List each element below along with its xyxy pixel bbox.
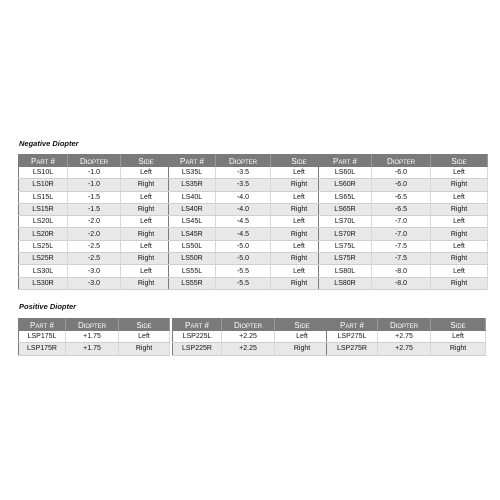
side-cell: Right [431, 179, 488, 191]
negative-table-1 [18, 154, 172, 290]
table-row [319, 253, 488, 265]
part-number-cell: LS35L [169, 167, 216, 179]
side-cell: Right [271, 253, 328, 265]
diopter-cell: -7.0 [372, 228, 431, 240]
diopter-header: Diopter [378, 319, 431, 332]
table-row [19, 331, 170, 343]
part-number-cell: LS45L [169, 216, 216, 228]
table-row [319, 216, 488, 228]
diopter-cell: -4.0 [216, 191, 271, 203]
table-row [173, 331, 330, 343]
header-row [173, 319, 330, 332]
diopter-cell: -8.0 [372, 265, 431, 277]
table-row [319, 240, 488, 252]
part-number-cell: LS45R [169, 228, 216, 240]
part-number-cell: LS75R [319, 253, 372, 265]
diopter-cell: -5.5 [216, 265, 271, 277]
part-number-cell: LS75L [319, 240, 372, 252]
side-cell: Right [121, 179, 172, 191]
diopter-cell: -6.0 [372, 167, 431, 179]
part-number-cell: LS50R [169, 253, 216, 265]
diopter-header: Diopter [216, 155, 271, 168]
diopter-cell: +2.75 [378, 331, 431, 343]
diopter-cell: -1.5 [68, 203, 121, 215]
part-header: Part # [19, 155, 68, 168]
table-row [169, 253, 328, 265]
table-row [169, 240, 328, 252]
part-number-cell: LS65L [319, 191, 372, 203]
side-cell: Left [275, 331, 330, 343]
side-cell: Right [431, 277, 488, 289]
part-number-cell: LS20R [19, 228, 68, 240]
side-cell: Right [121, 203, 172, 215]
diopter-cell: -4.0 [216, 203, 271, 215]
diopter-cell: +2.25 [222, 343, 275, 355]
side-cell: Right [271, 179, 328, 191]
diopter-cell: -2.0 [68, 228, 121, 240]
side-cell: Right [121, 228, 172, 240]
part-number-cell: LS60L [319, 167, 372, 179]
header-row [327, 319, 486, 332]
part-number-cell: LSP175L [19, 331, 66, 343]
part-number-cell: LSP275R [327, 343, 378, 355]
diopter-cell: -7.5 [372, 240, 431, 252]
table-row [319, 228, 488, 240]
table-row [327, 331, 486, 343]
side-cell: Left [431, 216, 488, 228]
side-cell: Right [121, 253, 172, 265]
side-cell: Left [271, 240, 328, 252]
side-cell: Left [121, 265, 172, 277]
diopter-cell: -4.5 [216, 216, 271, 228]
diopter-cell: +2.25 [222, 331, 275, 343]
diopter-cell: +1.75 [66, 343, 119, 355]
part-number-cell: LS15R [19, 203, 68, 215]
part-number-cell: LS80L [319, 265, 372, 277]
table-row [19, 265, 172, 277]
part-number-cell: LS15L [19, 191, 68, 203]
positive-table-3 [326, 318, 486, 356]
part-header: Part # [169, 155, 216, 168]
part-number-cell: LSP225R [173, 343, 222, 355]
side-cell: Left [431, 167, 488, 179]
table-row [19, 277, 172, 289]
diopter-cell: -4.5 [216, 228, 271, 240]
table-row [19, 191, 172, 203]
part-number-cell: LSP225L [173, 331, 222, 343]
diopter-header: Diopter [66, 319, 119, 332]
diopter-cell: -3.5 [216, 167, 271, 179]
side-cell: Left [121, 240, 172, 252]
diopter-cell: -3.5 [216, 179, 271, 191]
side-cell: Right [271, 203, 328, 215]
table-row [319, 179, 488, 191]
part-number-cell: LS70L [319, 216, 372, 228]
part-number-cell: LS65R [319, 203, 372, 215]
side-cell: Left [271, 265, 328, 277]
side-cell: Right [431, 228, 488, 240]
part-number-cell: LS25L [19, 240, 68, 252]
table-row [319, 265, 488, 277]
table-row [19, 228, 172, 240]
side-header: Side [119, 319, 170, 332]
diopter-cell: -7.0 [372, 216, 431, 228]
side-cell: Left [431, 331, 486, 343]
part-number-cell: LS40L [169, 191, 216, 203]
diopter-cell: +1.75 [66, 331, 119, 343]
table-row [169, 167, 328, 179]
diopter-cell: -6.5 [372, 203, 431, 215]
table-row [319, 167, 488, 179]
side-cell: Left [121, 191, 172, 203]
side-cell: Right [271, 228, 328, 240]
part-number-cell: LS55L [169, 265, 216, 277]
table-row [173, 343, 330, 355]
side-cell: Left [431, 191, 488, 203]
side-header: Side [275, 319, 330, 332]
part-header: Part # [173, 319, 222, 332]
side-cell: Left [431, 240, 488, 252]
table-row [19, 343, 170, 355]
part-number-cell: LS10L [19, 167, 68, 179]
part-number-cell: LS50L [169, 240, 216, 252]
table-row [169, 191, 328, 203]
part-number-cell: LS25R [19, 253, 68, 265]
positive-table-2 [172, 318, 330, 356]
part-number-cell: LS70R [319, 228, 372, 240]
header-row [319, 155, 488, 168]
part-number-cell: LS20L [19, 216, 68, 228]
side-cell: Left [121, 216, 172, 228]
table-row [19, 216, 172, 228]
table-row [169, 228, 328, 240]
table-row [169, 216, 328, 228]
positive-diopter-title: Positive Diopter [19, 302, 77, 311]
part-number-cell: LS10R [19, 179, 68, 191]
part-number-cell: LSP175R [19, 343, 66, 355]
diopter-cell: -7.5 [372, 253, 431, 265]
negative-table-2 [168, 154, 328, 290]
part-number-cell: LS30R [19, 277, 68, 289]
diopter-cell: -1.0 [68, 167, 121, 179]
table-row [169, 277, 328, 289]
diopter-cell: -3.0 [68, 265, 121, 277]
diopter-cell: -8.0 [372, 277, 431, 289]
table-row [169, 203, 328, 215]
diopter-cell: -1.0 [68, 179, 121, 191]
part-number-cell: LS55R [169, 277, 216, 289]
diopter-cell: -2.0 [68, 216, 121, 228]
diopter-cell: -2.5 [68, 240, 121, 252]
side-cell: Right [431, 203, 488, 215]
diopter-cell: +2.75 [378, 343, 431, 355]
diopter-cell: -6.0 [372, 179, 431, 191]
table-row [169, 179, 328, 191]
table-row [319, 191, 488, 203]
header-row [19, 319, 170, 332]
side-cell: Left [271, 167, 328, 179]
side-cell: Right [119, 343, 170, 355]
diopter-cell: -6.5 [372, 191, 431, 203]
table-row [19, 167, 172, 179]
header-row [169, 155, 328, 168]
part-header: Part # [19, 319, 66, 332]
table-row [19, 240, 172, 252]
table-row [19, 203, 172, 215]
diopter-header: Diopter [68, 155, 121, 168]
side-cell: Right [431, 253, 488, 265]
diopter-cell: -1.5 [68, 191, 121, 203]
table-row [19, 179, 172, 191]
diopter-header: Diopter [222, 319, 275, 332]
side-cell: Left [431, 265, 488, 277]
part-number-cell: LSP275L [327, 331, 378, 343]
side-header: Side [271, 155, 328, 168]
side-header: Side [121, 155, 172, 168]
negative-table-3 [318, 154, 488, 290]
diopter-cell: -2.5 [68, 253, 121, 265]
side-cell: Right [431, 343, 486, 355]
diopter-cell: -5.0 [216, 253, 271, 265]
diopter-header: Diopter [372, 155, 431, 168]
table-row [319, 203, 488, 215]
side-header: Side [431, 319, 486, 332]
table-row [327, 343, 486, 355]
diopter-cell: -3.0 [68, 277, 121, 289]
part-number-cell: LS60R [319, 179, 372, 191]
part-header: Part # [319, 155, 372, 168]
side-cell: Left [271, 191, 328, 203]
part-number-cell: LS40R [169, 203, 216, 215]
side-cell: Right [275, 343, 330, 355]
side-cell: Left [119, 331, 170, 343]
side-cell: Left [271, 216, 328, 228]
diopter-cell: -5.5 [216, 277, 271, 289]
diopter-cell: -5.0 [216, 240, 271, 252]
header-row [19, 155, 172, 168]
negative-diopter-title: Negative Diopter [19, 139, 79, 148]
table-row [19, 253, 172, 265]
side-cell: Right [271, 277, 328, 289]
positive-table-1 [18, 318, 170, 356]
side-header: Side [431, 155, 488, 168]
side-cell: Left [121, 167, 172, 179]
table-row [169, 265, 328, 277]
part-header: Part # [327, 319, 378, 332]
part-number-cell: LS35R [169, 179, 216, 191]
table-row [319, 277, 488, 289]
side-cell: Right [121, 277, 172, 289]
part-number-cell: LS80R [319, 277, 372, 289]
part-number-cell: LS30L [19, 265, 68, 277]
